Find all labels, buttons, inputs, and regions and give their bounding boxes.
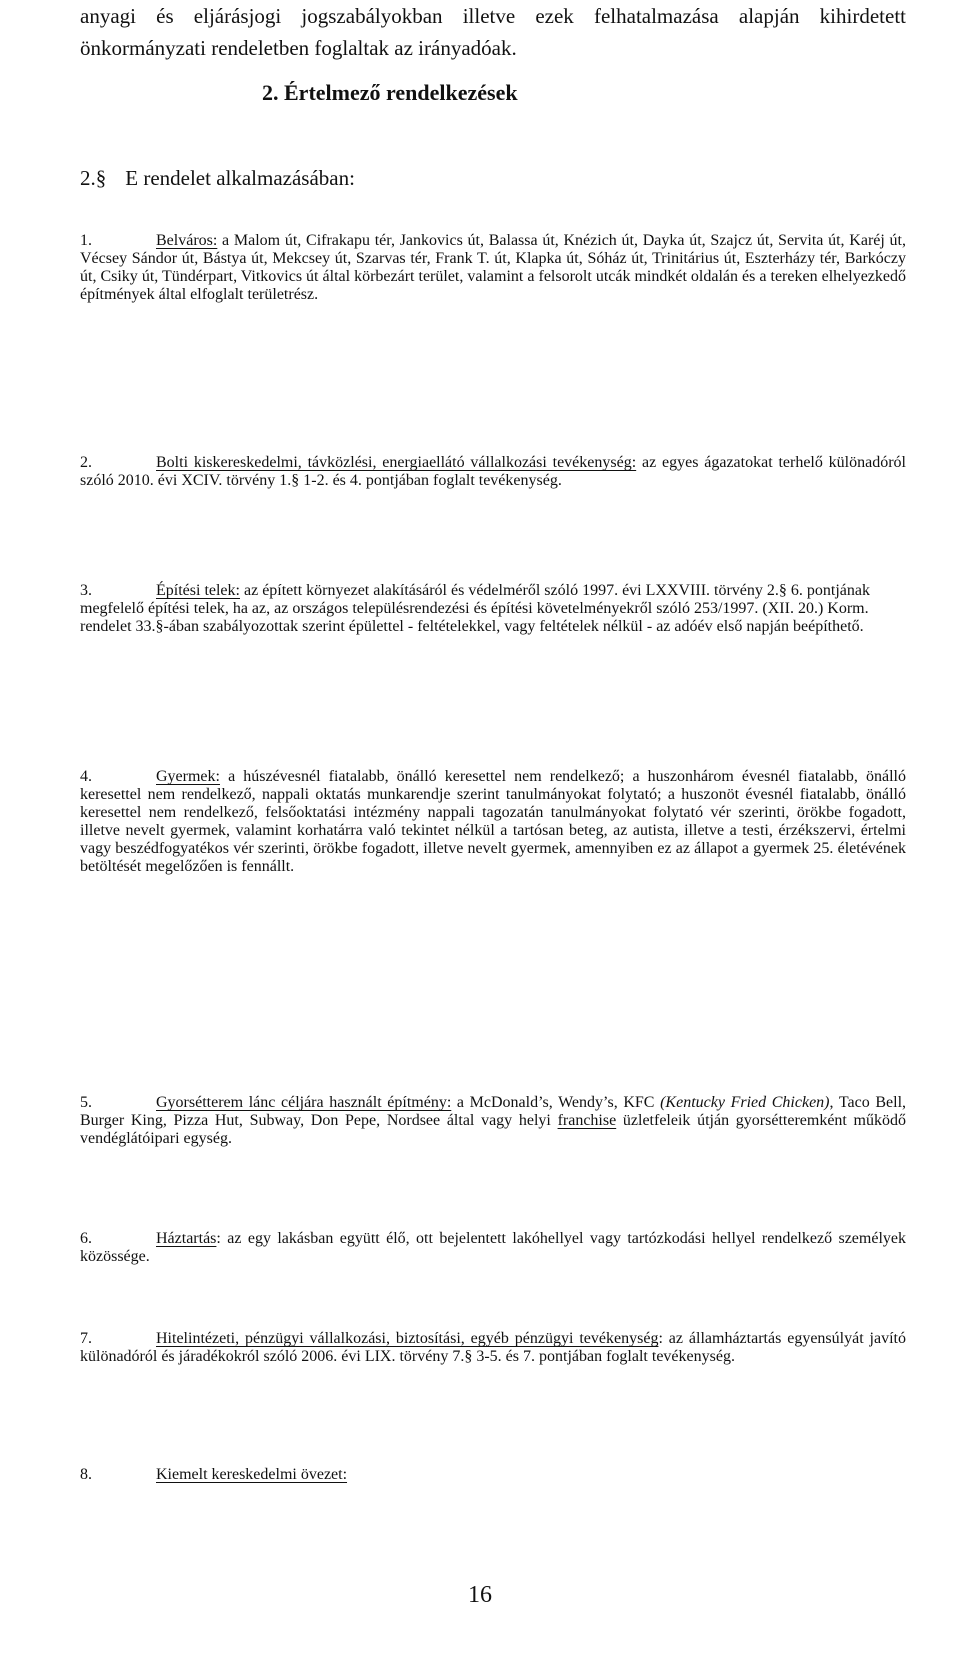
item-text-a: a McDonald’s, Wendy’s, KFC bbox=[451, 1094, 661, 1111]
list-item bbox=[80, 1230, 906, 1266]
list-item bbox=[80, 1094, 906, 1148]
item-number: 4. bbox=[80, 768, 92, 785]
list-item bbox=[80, 582, 906, 636]
item-text: a Malom út, Cifrakapu tér, Jankovics út, Balassa út, Knézich út, Dayka út, Szajcz út, Servita út, Karéj út, Vécsey Sándor út, Bástya út, Mekcsey út, Szarvas tér, Frank T. út, Klapka út, Sóház út, Trinitárius út, Eszterházy tér, Barkóczy út, Csiky út, Tündérpart, Vitkovics út által körbezárt terület, valamint a felsorolt utcák mindkét oldalán és a tereken elhelyezkedő építmények által elfoglalt területrész. bbox=[80, 232, 906, 303]
item-text: az épített környezet alakításáról és védelméről szóló 1997. évi LXXVIII. törvény 2.§ 6. pontjának megfelelő építési telek, ha az, az országos településrendezési és építési követelményekről szóló 253/1997. (XII. 20.) Korm. rendelet 33.§-ában szabályozottak szerint épülettel - feltételekkel, vagy feltételek nélkül - az adóév első napján beépíthető. bbox=[80, 582, 870, 635]
item-text: az egyes ágazatokat terhelő különadóról szóló 2010. évi XCIV. törvény 1.§ 1-2. és 4. pontjában foglalt tevékenység. bbox=[80, 454, 907, 489]
section-lead bbox=[80, 166, 355, 191]
item-number: 6. bbox=[80, 1230, 92, 1247]
franchise-link: franchise bbox=[557, 1112, 617, 1129]
list-item bbox=[80, 1330, 906, 1366]
item-number: 3. bbox=[80, 582, 92, 599]
item-text-b: , Taco Bell, Burger King, Pizza Hut, Subway, Don Pepe, Nordsee által vagy helyi bbox=[80, 1094, 907, 1129]
item-text-c: üzletfeleik útján gyorsétteremként működő vendéglátóipari egység. bbox=[80, 1112, 907, 1147]
item-text: a húszévesnél fiatalabb, önálló keresettel nem rendelkező; a huszonhárom évesnél fiatalabb, önálló keresettel nem rendelkező, nappali oktatás munkarendje szerint tanulmányokat folytató; a huszonöt évesnél fiatalabb, önálló keresettel nem rendelkező, felsőoktatási intézmény nappali tagozatán tanulmányokat folytató vér szerinti, örökbe fogadott, illetve nevelt gyermek, valamint korhatárra való tekintet nélkül a tartósan beteg, az autista, illetve a testi, érzékszervi, értelmi vagy beszédfogyatékos vér szerinti, örökbe fogadott, illetve nevelt gyermek, amennyiben ez az állapot a gyermek 25. életévének betöltését megelőzően is fennállt. bbox=[80, 768, 906, 875]
section-lead-text: E rendelet alkalmazásában: bbox=[125, 166, 355, 190]
item-term: Háztartás bbox=[156, 1230, 217, 1247]
list-item bbox=[80, 232, 906, 304]
list-item bbox=[80, 454, 906, 490]
list-item bbox=[80, 768, 906, 876]
item-number: 8. bbox=[80, 1466, 92, 1483]
item-number: 7. bbox=[80, 1330, 92, 1347]
section-heading: 2. Értelmező rendelkezések bbox=[262, 80, 518, 105]
item-text: : az államháztartás egyensúlyát javító különadóról és járadékokról szóló 2006. évi LIX. törvény 7.§ 3-5. és 7. pontjában foglalt tevékenység. bbox=[80, 1330, 906, 1365]
item-term: Belváros: bbox=[156, 232, 218, 249]
item-number: 2. bbox=[80, 454, 92, 471]
item-term: Hitelintézeti, pénzügyi vállalkozási, biztosítási, egyéb pénzügyi tevékenység bbox=[156, 1330, 659, 1347]
item-term: Gyermek: bbox=[156, 768, 220, 785]
item-term: Gyorsétterem lánc céljára használt építmény: bbox=[156, 1094, 452, 1111]
intro-paragraph: anyagi és eljárásjogi jogszabályokban illetve ezek felhatalmazása alapján kihirdetett önkormányzati rendeletben foglaltak az irányadóak. bbox=[80, 4, 906, 60]
item-term: Kiemelt kereskedelmi övezet: bbox=[156, 1466, 348, 1483]
item-term: Bolti kiskereskedelmi, távközlési, energiaellátó vállalkozási tevékenység: bbox=[156, 454, 637, 471]
item-term: Építési telek: bbox=[156, 582, 240, 599]
section-number: 2.§ bbox=[80, 166, 107, 190]
item-number: 1. bbox=[80, 232, 92, 249]
item-text: : az egy lakásban együtt élő, ott bejelentett lakóhellyel vagy tartózkodási hellyel rendelkező személyek közössége. bbox=[80, 1230, 906, 1265]
item-number: 5. bbox=[80, 1094, 92, 1111]
page-number: 16 bbox=[468, 1582, 492, 1608]
item-italic: (Kentucky Fried Chicken) bbox=[660, 1094, 830, 1111]
list-item bbox=[80, 1466, 906, 1484]
